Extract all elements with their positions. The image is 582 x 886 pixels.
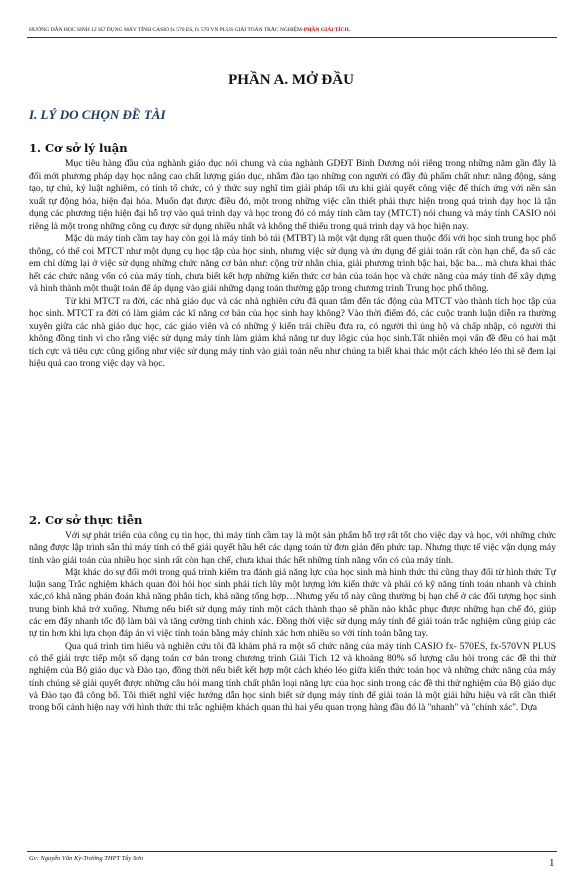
footer-author: Gv: Nguyễn Văn Kỳ-Trường THPT Tây Sơn <box>29 855 144 862</box>
paragraph: Với sự phát triển của công cụ tin học, thì máy tính cầm tay là một sản phẩm hỗ trợ rất tốt cho việc dạy và học, với những chức năng được lập trình sẵn thì máy tính có thể giải quyết hầu hết các dạng toán từ đơn giản đến phức tạp. Nhưng thực tế việc vận dụng máy tính vào giải toán của nhiều học sinh rất còn hạn chế, chưa khai thác hết những tính năng vốn có của máy tính. <box>29 530 556 566</box>
section-title: I. LÝ DO CHỌN ĐỀ TÀI <box>29 107 166 122</box>
subsection-body-theory <box>29 158 556 371</box>
running-header <box>29 27 569 34</box>
footer-divider <box>27 851 557 852</box>
subsection-body-practice <box>29 530 556 714</box>
paragraph: Mặc dù máy tính cầm tay hay còn gọi là máy tính bỏ túi (MTBT) là một vật dụng rất quen thuộc đối với học sinh trung học phổ thông, có thể coi MTCT như một dụng cụ học tập của học sinh, nhưng việc sử dụng và ứn dụng để giải toán rất còn hạn chế, đa số các em chỉ dừng lại ở việc sử dụng những chức năng cơ bản như: cộng trừ nhân chia, giải phương trình bậc hai, bậc ba... mà chưa khai thác hết các chức năng vốn có của máy tính, chưa biết kết hợp những kiến thức cơ bản của toán học và chức năng của máy tính để xây dựng và hình thành một thuật toán để áp dụng vào giải những dạng toán thường gặp trong chương trình Trung học phổ thông. <box>29 233 556 294</box>
page-number: 1 <box>549 857 555 869</box>
paragraph: Mặt khác do sự đổi mới trong quá trình kiểm tra đánh giá năng lực của học sinh mà hình thức thi cũng thay đổi từ hình thức Tự luận sang Trắc nghiệm khách quan đòi hỏi học sinh phải tích lũy một lượng lớn kiến thức và phải có kỹ năng tính toán nhanh và chính xác,có khả năng phán đoán khả năng phân tích, khả năng tổng hợp…Nhưng yếu tố này cũng thường bị hạn chế ở các đối tượng học sinh trung bình khá trở xuống. Nhưng nếu biết sử dụng máy tính một cách thành thạo sẽ phần nào khắc phục được những hạn chế đó, giúp các em đẩy nhanh tốc độ làm bài và tăng cường tính chính xác. Đồng thời việc sử dụng máy tính để giải toán trắc nghiệm cũng giúp các tự tin hơn khi lựa chọn đáp án vì việc tính toán bằng máy chính xác hơn nhiều so với tính toán bằng tay. <box>29 566 556 640</box>
header-text: HƯỚNG DẪN HỌC SINH 12 SỬ DỤNG MÁY TÍNH CASIO fx 570 ES, fx 570 VN PLUS GIẢI TOÁN TRẮC NGHIỆM- <box>29 27 304 33</box>
subsection-title-practice: 2. Cơ sở thực tiễn <box>29 513 143 527</box>
subsection-title-theory: 1. Cơ sở lý luận <box>29 141 128 155</box>
paragraph: Từ khi MTCT ra đời, các nhà giáo dục và các nhà nghiên cứu đã quan tâm đến tác động của MTCT vào thành tích học tập của học sinh. MTCT ra đời có làm giảm các kĩ năng cơ bản của học sinh hay không? Vào thời điểm đó, các cuộc tranh luận diễn ra thường xuyên giữa các nhà giáo dục học, các giáo viên và có những ý kiến trái chiều đưa ra, có người thì ủng hộ và chấp nhập, có người thì không đồng tình vì cho rằng việc sử dụng máy tính làm giảm khả năng tư duy lôgic của học sinh.Tất nhiên mọi vấn đề đều có hai mặt tích cực và tiêu cực cũng giống như việc sử dụng máy tính vào giải toán nếu như chúng ta biết khai thác một cách khéo léo thì sẽ đem lại hiệu quả cao trong việc dạy và học. <box>29 295 556 369</box>
part-title: PHẦN A. MỞ ĐẦU <box>228 72 354 88</box>
header-divider <box>27 37 557 38</box>
paragraph: Mục tiêu hàng đầu của nghành giáo dục nói chung và của nghành GDĐT Bình Dương nói riêng trong những năm gần đây là đổi mới phương pháp dạy học nâng cao chất lượng giáo dục, nhằm đào tạo những con người có đầy đủ phẩm chất như: năng động, sáng tạo, tự chủ, kỷ luật nghiêm, có tính tổ chức, có ý thức suy nghĩ tìm giải pháp tối ưu khi giải quyết công việc để thích ứng với nền sản xuất tự động hóa, hiện đại hóa. Muốn đạt được điều đó, một trong những việc cần thiết phải thực hiện trong quá trình dạy học là tận dụng các phương tiện hiện đại hỗ trợ vào quá trình dạy và học trong đó có máy tính cầm tay (MTCT) nói chung và máy tính CASIO nói riêng là một trong những công cụ được sử dụng nhiều nhất và không thể thiếu trong quá trình dạy và học hiện nay. <box>29 158 556 232</box>
header-highlight: PHẦN GIẢI TÍCH. <box>303 27 350 33</box>
paragraph: Qua quá trình tìm hiểu và nghiên cứu tôi đã khám phá ra một số chức năng của máy tính CASIO fx- 570ES, fx-570VN PLUS có thể giải trực tiếp một số dạng toán cơ bản trong chương trình Giải Tích 12 và khoảng 80% số lượng câu hỏi trong các đề thi thử nghiệm của Bộ giáo dục và Đào tạo, đồng thời nếu biết kết hợp một cách khéo léo giữa kiến thức toán học và những chức năng của máy tính chúng sẽ giải quyết được những câu hỏi mang tính chất phân loại năng lực của học sinh trong các đề thi thử nghiệm của Bộ giáo dục và Đào tạo đã công bố. Tôi thiết nghĩ việc hướng dẫn học sinh biết sử dụng máy tính để giải toán là một giải hữu hiệu và rất cần thiết trong bối cảnh hiện nay với hình thức thi trắc nghiệm khách quan thì hai yếu quan trọng hàng đầu đó là ''nhanh'' và ''chính xác''. Dựa <box>29 640 556 714</box>
